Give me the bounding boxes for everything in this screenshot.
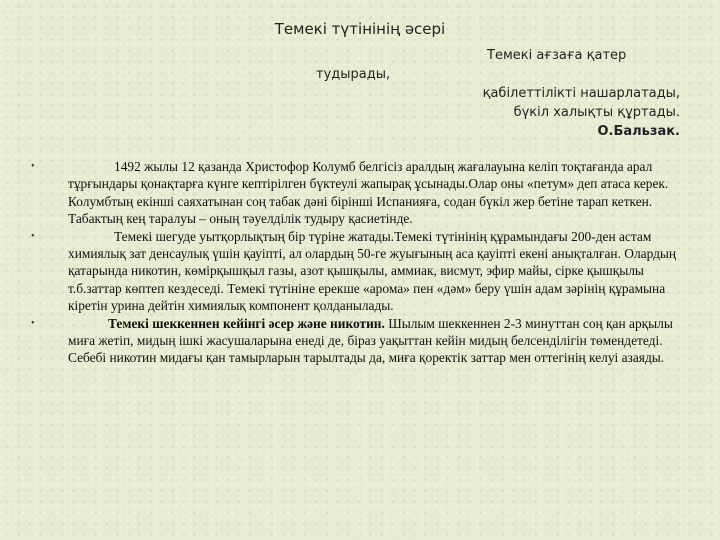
epigraph-line-2: тудырады, xyxy=(316,67,391,82)
bullet-item-1 xyxy=(31,158,691,228)
slide-title: Темекі түтінінің әсері xyxy=(274,20,446,38)
bullet-item-3 xyxy=(31,315,691,367)
bullet-heading-3: Темекі шеккеннен кейінгі әсер және никотин. xyxy=(108,315,385,331)
bullet-text-3: Шылым шеккеннен 2-3 минуттан соң қан арқылы миға жетіп, мидың ішкі жасушаларына енеді де, біраз уақыттан кейін мидың белсенділігін төмендетеді. Себебі никотин мидағы қан тамырларын тарылтады да, миға қоректік заттар мен оттегінің келуі азаяды. xyxy=(68,315,673,366)
epigraph-author: О.Бальзак. xyxy=(597,124,680,139)
bullet-item-2 xyxy=(31,228,691,315)
epigraph-block xyxy=(430,84,680,141)
bullet-dot-icon: • xyxy=(31,161,35,172)
bullet-list xyxy=(31,158,691,367)
bullet-dot-icon: • xyxy=(31,317,35,329)
bullet-text-1: 1492 жылы 12 қазанда Христофор Колумб белгісіз аралдың жағалауына келіп тоқтағанда арал тұрғындары қонақтарға күнге кептірілген бүктеулі жапырақ ұсынады.Олар оны «петум» деп атаса керек. Колумбтың екінші саяхатынан соң табак дәні бірінші Испанияға, содан бүкіл жер бетіне тарап кеткен. Табактың кең таралуы – оның тәуелділік тудыру қасиетінде. xyxy=(68,159,669,227)
epigraph-line-1: Темекі ағзаға қатер xyxy=(487,48,627,63)
epigraph-line-3: қабілеттілікті нашарлатады, xyxy=(482,86,680,101)
bullet-text-2: Темекі шегуде уытқорлықтың бір түріне жатады.Темекі түтінінің құрамындағы 200-ден астам химиялық зат денсаулық үшін қауіпті, ал олардың 50-ге жуығының аса қауіпті екені анықталған. Олардың қатарында никотин, көмірқышқыл газы, азот қышқылы, аммиак, висмут, эфир майы, сірке қышқылы т.б.заттар көптеп кездеседі. Темекі түтініне ерекше «арома» пен «дәм» беру үшін адам зәрінің құрамына кіретін урина дейтін химиялық компонент қолданылады. xyxy=(68,228,677,314)
epigraph-line-4: бүкіл халықты құртады. xyxy=(513,105,680,120)
bullet-dot-icon: • xyxy=(31,230,35,242)
